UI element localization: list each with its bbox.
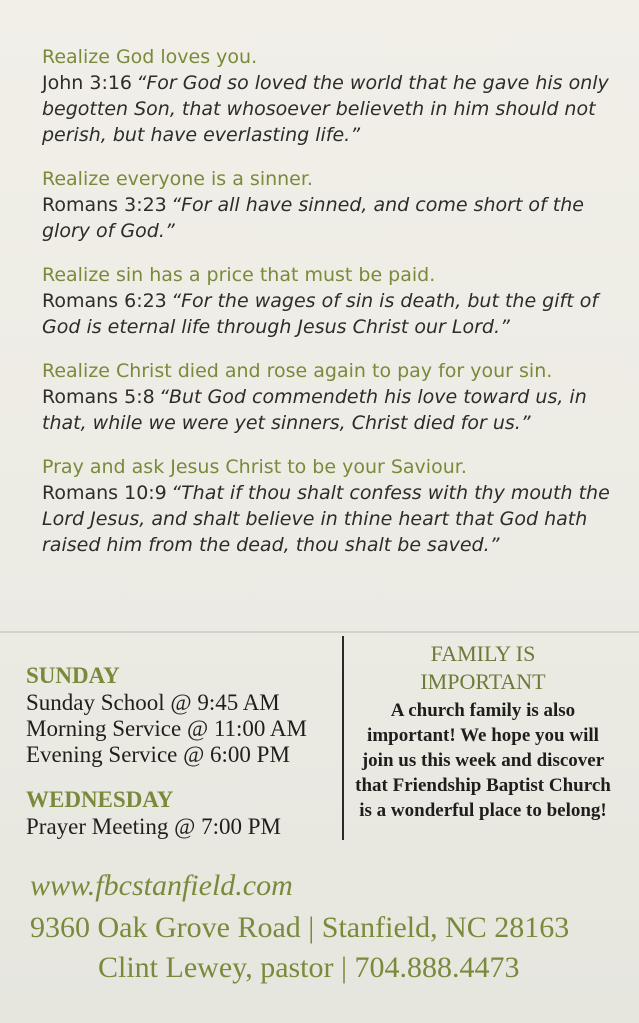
scripture-reference: Romans 10:9: [42, 482, 167, 504]
family-message: [352, 640, 614, 823]
scripture-reference: Romans 3:23: [42, 194, 167, 216]
step-heading: Realize Christ died and rose again to pay for your sin.: [42, 360, 553, 382]
scripture-quote: “For God so loved the world that he gave his only begotten Son, that whosoever believeth in him should not perish, but have everlasting life.”: [42, 72, 609, 146]
step-5: [42, 454, 612, 558]
step-3: [42, 262, 612, 340]
card-fold-line: [0, 631, 639, 633]
spacer: [26, 768, 346, 786]
service-time: Morning Service @ 11:00 AM: [26, 716, 307, 741]
church-address: 9360 Oak Grove Road | Stanfield, NC 28163: [30, 911, 570, 944]
scripture-reference: John 3:16: [42, 72, 133, 94]
service-time: Prayer Meeting @ 7:00 PM: [26, 814, 281, 839]
step-heading: Realize everyone is a sinner.: [42, 168, 313, 190]
scripture-quote: “But God commendeth his love toward us, in that, while we were yet sinners, Christ died for us.”: [42, 386, 587, 434]
service-time: Evening Service @ 6:00 PM: [26, 742, 290, 767]
sunday-heading: SUNDAY: [26, 663, 120, 688]
scripture-quote: “For all have sinned, and come short of the glory of God.”: [42, 194, 584, 242]
service-time: Sunday School @ 9:45 AM: [26, 690, 280, 715]
wednesday-heading: WEDNESDAY: [26, 787, 174, 812]
step-1: [42, 44, 612, 148]
scripture-reference: Romans 5:8: [42, 386, 155, 408]
website-link[interactable]: www.fbcstanfield.com: [30, 869, 293, 902]
step-2: [42, 166, 612, 244]
scripture-quote: “For the wages of sin is death, but the gift of God is eternal life through Jesus Christ our Lord.”: [42, 290, 599, 338]
family-title-line2: IMPORTANT: [420, 669, 546, 694]
column-divider: [342, 636, 344, 840]
step-4: [42, 358, 612, 436]
scripture-reference: Romans 6:23: [42, 290, 167, 312]
scripture-quote: “That if thou shalt confess with thy mouth the Lord Jesus, and shalt believe in thine heart that God hath raised him from the dead, thou shalt be saved.”: [42, 482, 610, 556]
family-body: A church family is also important! We hope you will join us this week and discover that Friendship Baptist Church is a wonderful place to belong!: [355, 700, 611, 821]
step-heading: Pray and ask Jesus Christ to be your Saviour.: [42, 456, 467, 478]
step-heading: Realize God loves you.: [42, 46, 258, 68]
family-title-line1: FAMILY IS: [430, 641, 536, 666]
service-schedule: [26, 662, 346, 840]
salvation-steps: [42, 44, 612, 576]
step-heading: Realize sin has a price that must be paid.: [42, 264, 436, 286]
pastor-contact: Clint Lewey, pastor | 704.888.4473: [98, 951, 520, 984]
